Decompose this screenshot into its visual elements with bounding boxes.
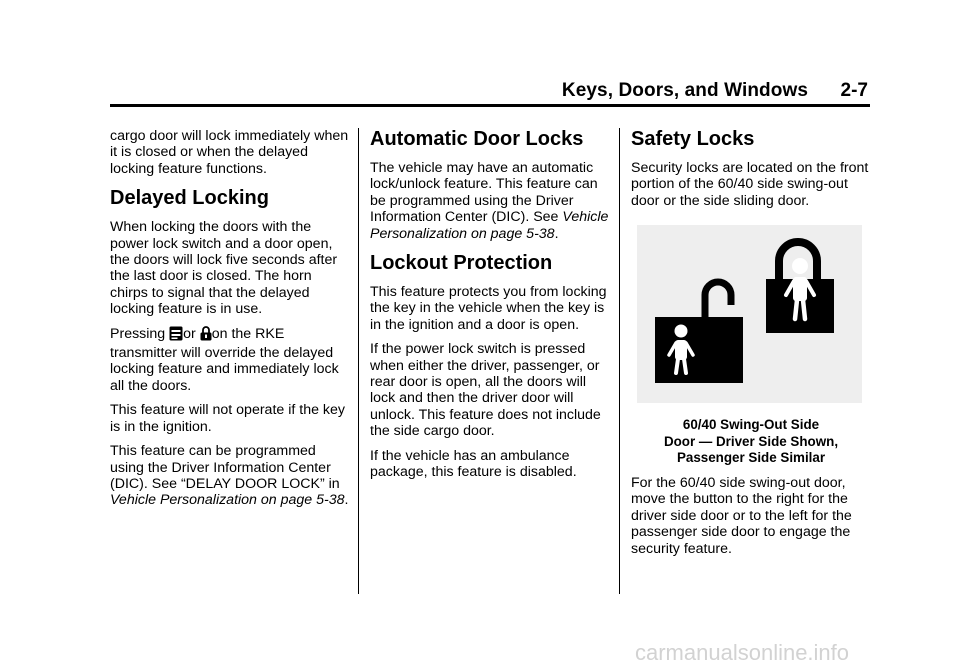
automatic-locks-end: . [554,225,559,242]
pressing-text: Pressing [110,325,166,342]
vehicle-personalization-link[interactable]: Vehicle Personalization on page 5-38 [370,209,609,242]
unlock-button-icon [200,326,212,345]
rke-override-paragraph [110,326,350,395]
intro-paragraph: cargo door will lock immediately when it is closed or when the delayed locking feature functions. [110,128,349,177]
caption-line-2: Door — Driver Side Shown, [663,433,839,449]
or-text: or [183,325,196,342]
dic-text: This feature can be programmed using the Driver Information Center (DIC). See “DELAY DOOR LOCK” in [110,443,340,492]
safety-locks-paragraph: Security locks are located on the front portion of the 60/40 side swing-out door or the side sliding door. [631,160,869,209]
dic-paragraph [110,443,350,509]
rke-override-rest: transmitter will override the delayed locking feature and immediately lock all the doors. [110,345,339,394]
delayed-locking-paragraph: When locking the doors with the power lock switch and a door open, the doors will lock five seconds after the last door is closed. The horn chirps to signal that the delayed locking feature is in use. [110,219,338,318]
column-3 [631,128,871,565]
page-number: 2-7 [840,80,868,101]
caption-line-3: Passenger Side Similar [676,450,826,466]
automatic-locks-paragraph [370,160,610,242]
column-divider-right [619,128,620,594]
heading-automatic-door-locks: Automatic Door Locks [370,128,584,150]
vehicle-personalization-link[interactable]: Vehicle Personalization on page 5-38 [110,492,345,509]
column-2 [370,128,610,489]
lockout-paragraph-1: This feature protects you from locking the key in the vehicle when the key is in the ignition and a door is open. [370,284,607,333]
caption-line-1: 60/40 Swing-Out Side [682,417,820,433]
header-rule [110,104,870,107]
lockout-paragraph-2: If the power lock switch is pressed when either the driver, passenger, or rear door is open, all the doors will lock and then the driver door will unlock. This feature does not include the side cargo door. [370,341,601,440]
column-divider-left [358,128,359,594]
section-title: Keys, Doors, and Windows [561,80,808,101]
dic-end: . [344,492,349,509]
lock-button-icon [169,326,183,345]
swing-out-door-paragraph: For the 60/40 side swing-out door, move the button to the right for the driver side door or to the left for the passenger side door to engage the security feature. [631,475,852,557]
lockout-paragraph-3: If the vehicle has an ambulance package, this feature is disabled. [370,447,577,481]
automatic-locks-text: The vehicle may have an automatic lock/unlock feature. This feature can be programmed using the Driver Information Center (DIC). See [370,160,598,226]
heading-lockout-protection: Lockout Protection [370,252,553,275]
ignition-note: This feature will not operate if the key is in the ignition. [110,402,346,435]
safety-lock-figure [637,225,862,403]
watermark: carmanualsonline.info [635,640,850,665]
column-1 [110,128,350,517]
heading-safety-locks: Safety Locks [631,128,755,150]
figure-caption [631,417,871,467]
heading-delayed-locking: Delayed Locking [110,187,269,210]
on-the-rke-text: on the RKE [211,325,285,342]
